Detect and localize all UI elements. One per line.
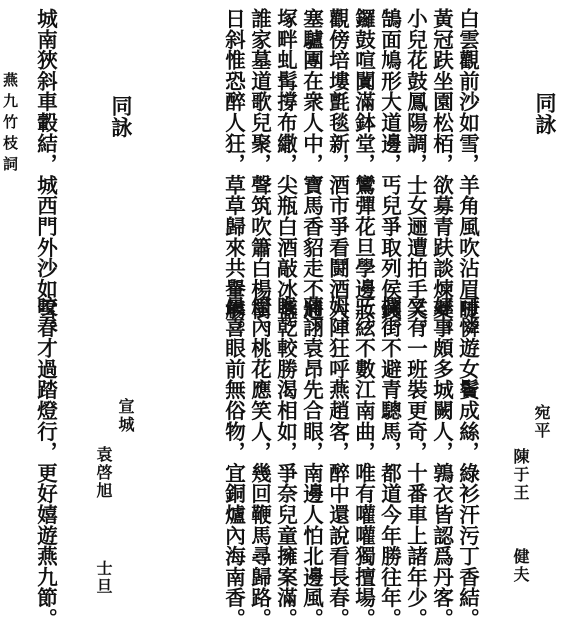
section1-author-name: 陳于王 [511, 448, 530, 502]
poem-line-lower: 又有一班裝更奇，十番車上諸年少。 [403, 296, 428, 629]
poem-line-upper: 黃冠趺坐園松栢，欲募青趺談煉藥。 [429, 8, 454, 341]
poem-line-lower: 三絃不數江南曲，唯有嚾嚾獨擅場。 [351, 296, 376, 629]
next-poem-title: 燕九竹枝詞 [1, 72, 19, 177]
poem-line-lower: 咬春才過踏燈行，更好嬉遊燕九節。 [33, 296, 58, 629]
poem-line-upper: 塚畔虬髯撐布繖，尖瓶白酒敲冰盞。 [273, 8, 298, 341]
poem-line-upper: 日斜惟恐醉人狂，草草歸來共轝觴。 [221, 8, 246, 341]
poem-line-lower: 攔街不避青驄馬，都道今年勝往年。 [377, 296, 402, 629]
poem-line-upper: 鵠面鳩形大道邊，丐兒爭取列侯錢。 [377, 8, 402, 341]
poem-line-upper: 觀傍培塿氈毯新，酒市爭看鬪酒人。 [325, 8, 350, 341]
section2-author-name: 袁啓旭 [94, 446, 113, 500]
poem-line-upper: 塞驢團在衆人中，寶馬香貂走不通。 [299, 8, 324, 341]
section2-author-zi: 士旦 [94, 560, 113, 596]
section2-author-place: 宣城 [116, 398, 135, 434]
poem-line-lower: 筐內桃花應笑人，幾回鞭馬尋歸路。 [247, 296, 272, 629]
section2-heading: 同詠 [109, 95, 134, 138]
section1-heading: 同詠 [533, 92, 558, 135]
poem-line-lower: 可憐遊女鬢成絲，綠衫汗污丁香結。 [455, 296, 480, 629]
poem-line-upper: 小兒花鼓鳳陽調，士女逦遭拍手笑。 [403, 8, 428, 341]
poem-line-lower: 喉乾較勝渴相如，爭奈兒童擁案滿。 [273, 296, 298, 629]
poem-line-upper: 城南狹斜車轂結，城西門外沙如雪。 [33, 8, 58, 341]
poem-line-lower: 好事頗多城闕人，鶉衣皆認爲丹客。 [429, 296, 454, 629]
poem-line-upper: 鑼鼓喧闐滿鉢堂，鸞彈花旦學邊妝。 [351, 8, 376, 341]
section1-author-place: 宛平 [532, 404, 551, 440]
poem-line-lower: 姆陣狂呼燕趙客，醉中還說看長春。 [325, 296, 350, 629]
poem-line-lower: 最喜眼前無俗物，宜銅爐內海南香。 [221, 296, 246, 629]
poem-line-lower: 蔣詡袁昂先合眼，南邊人怕北邊風。 [299, 296, 324, 629]
poem-line-upper: 白雲觀前沙如雪，羊角風吹沾眉睫。 [455, 8, 480, 341]
poem-line-upper: 誰家墓道歌兒聚，聲筑吹簫白楊樹。 [247, 8, 272, 341]
section1-author-zi: 健夫 [511, 548, 530, 584]
